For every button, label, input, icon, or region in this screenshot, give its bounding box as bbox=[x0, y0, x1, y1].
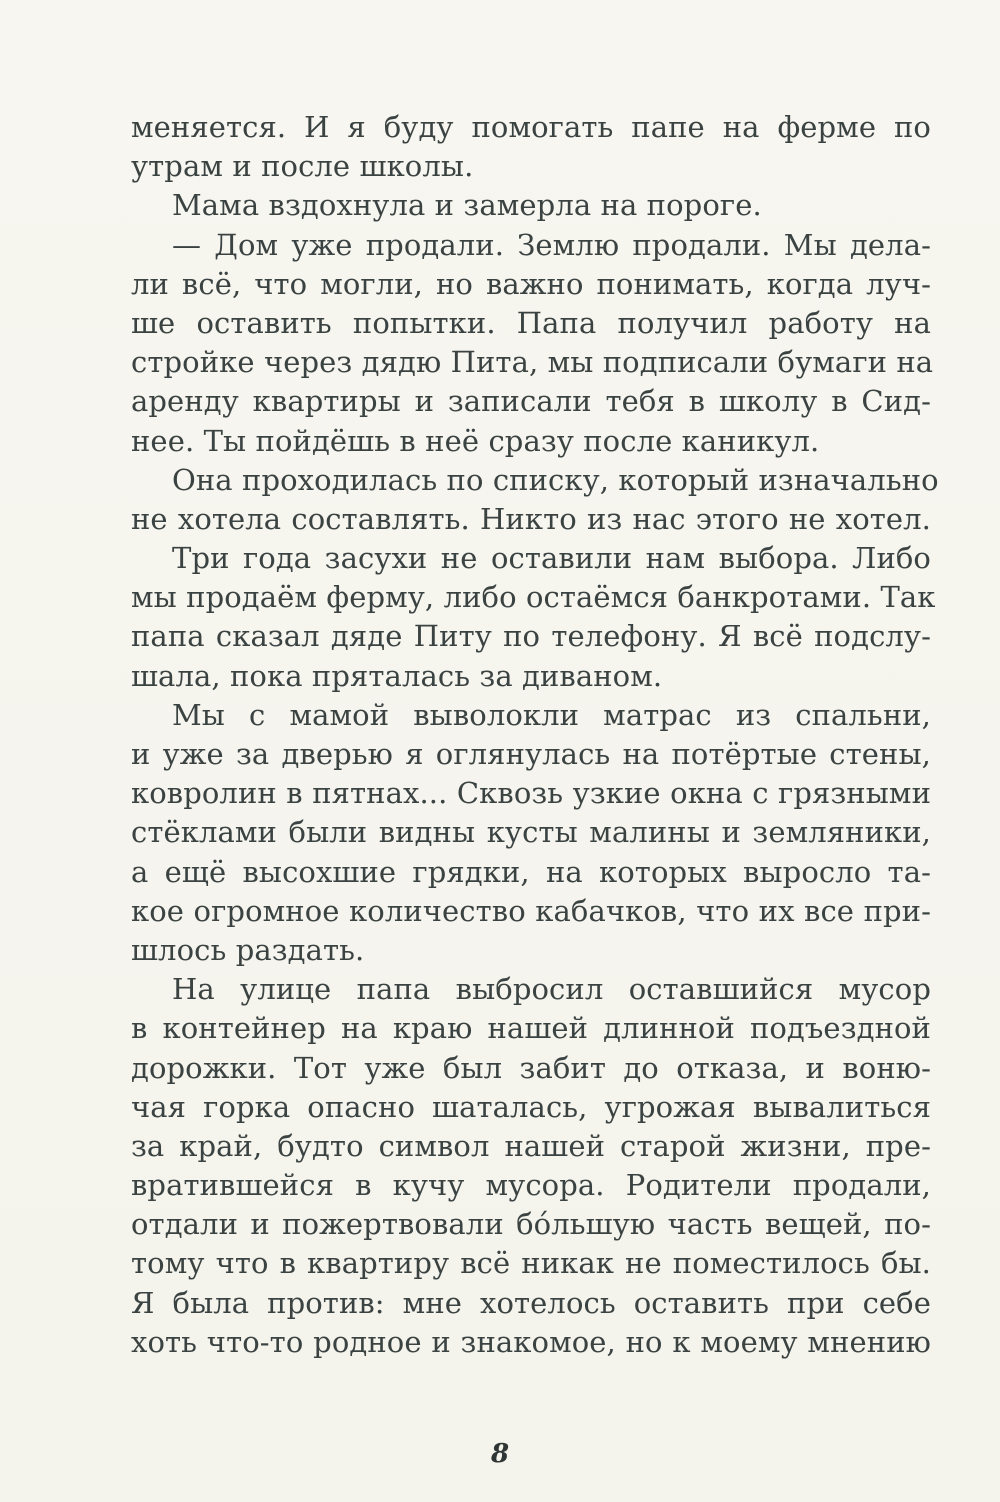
text-line: не хотела составлять. Никто из нас этого не хотел. bbox=[131, 501, 931, 536]
text-line: ковролин в пятнах... Сквозь узкие окна с грязными bbox=[131, 776, 931, 811]
text-line: за край, будто символ нашей старой жизни, пре- bbox=[131, 1128, 931, 1163]
text-line: тому что в квартиру всё никак не поместилось бы. bbox=[131, 1246, 931, 1281]
text-line: Три года засухи не оставили нам выбора. Либо bbox=[172, 541, 931, 576]
page-number: 8 bbox=[490, 1439, 510, 1469]
text-line: На улице папа выбросил оставшийся мусор bbox=[172, 972, 931, 1007]
text-line: нее. Ты пойдёшь в неё сразу после каникул. bbox=[131, 423, 820, 458]
text-line: хоть что-то родное и знакомое, но к моему мнению bbox=[131, 1324, 931, 1359]
text-line: дорожки. Тот уже был забит до отказа, и воню- bbox=[131, 1050, 931, 1085]
text-line: шлось раздать. bbox=[131, 932, 365, 967]
text-line: меняется. И я буду помогать папе на ферме по bbox=[131, 110, 931, 144]
text-line: и уже за дверью я оглянулась на потёртые стены, bbox=[131, 737, 931, 771]
text-line: утрам и после школы. bbox=[131, 149, 474, 184]
text-line: Она проходилась по списку, который изначально bbox=[172, 462, 939, 497]
text-line: чая горка опасно шаталась, угрожая вывалиться bbox=[131, 1089, 931, 1124]
text-line: ли всё, что могли, но важно понимать, когда луч- bbox=[131, 266, 931, 301]
text-line: а ещё высохшие грядки, на которых выросло та- bbox=[131, 854, 931, 889]
text-line: шала, пока пряталась за диваном. bbox=[131, 658, 663, 693]
text-line: вратившейся в кучу мусора. Родители продали, bbox=[131, 1168, 931, 1203]
text-line: ше оставить попытки. Папа получил работу на bbox=[131, 305, 931, 340]
text-line: стройке через дядю Пита, мы подписали бумаги на bbox=[131, 345, 934, 380]
text-line: папа сказал дяде Питу по телефону. Я всё подслу- bbox=[131, 619, 931, 654]
text-line: кое огромное количество кабачков, что их все при- bbox=[131, 893, 931, 928]
text-line: аренду квартиры и записали тебя в школу в Сид- bbox=[131, 384, 931, 419]
text-line: мы продаём ферму, либо остаёмся банкротами. Так bbox=[131, 580, 936, 615]
text-line: — Дом уже продали. Землю продали. Мы дела- bbox=[172, 227, 931, 262]
text-line: стёклами были видны кусты малины и земляники, bbox=[131, 815, 931, 850]
body-text bbox=[131, 108, 939, 1362]
text-line: отдали и пожертвовали бóльшую часть вещей, по- bbox=[131, 1207, 931, 1242]
text-line: Я была против: мне хотелось оставить при себе bbox=[131, 1285, 931, 1320]
text-line: в контейнер на краю нашей длинной подъездной bbox=[131, 1011, 931, 1046]
text-line: Мы с мамой выволокли матрас из спальни, bbox=[172, 697, 931, 732]
text-line: Мама вздохнула и замерла на пороге. bbox=[172, 188, 762, 223]
